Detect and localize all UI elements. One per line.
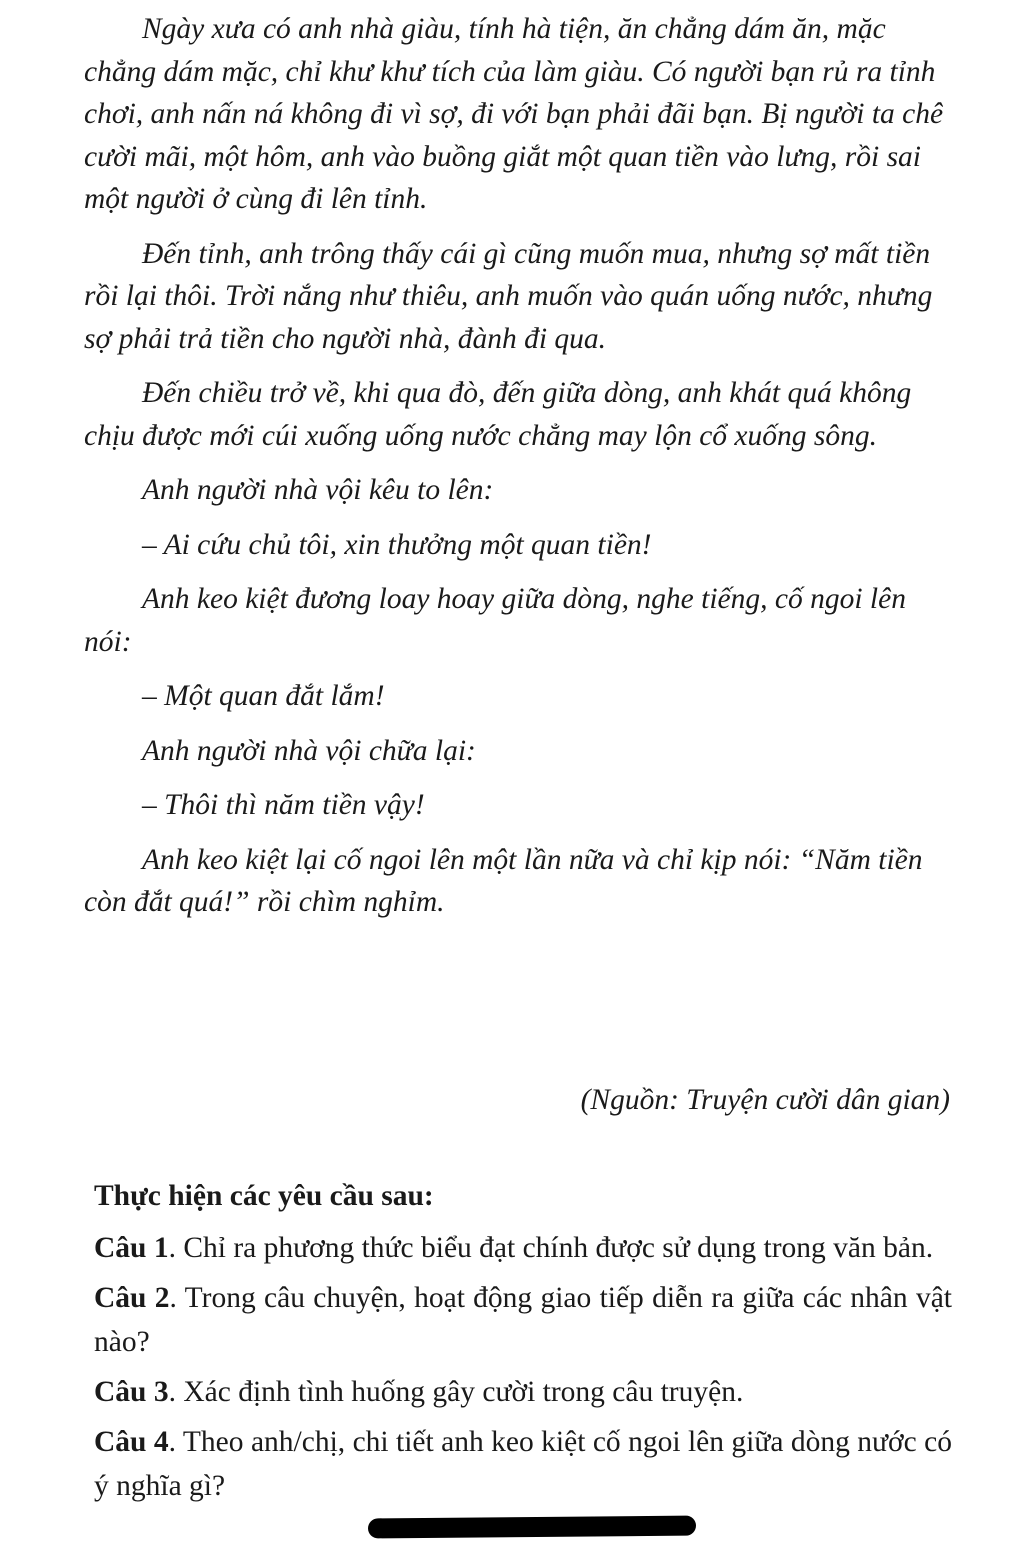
story-dialogue: – Thôi thì năm tiền vậy! bbox=[142, 789, 425, 821]
task-section bbox=[94, 1174, 952, 1514]
question-label: Câu 1 bbox=[94, 1232, 169, 1264]
story-text bbox=[84, 8, 944, 936]
story-paragraph: Anh keo kiệt đương loay hoay giữa dòng, nghe tiếng, cố ngoi lên nói: bbox=[84, 583, 906, 658]
question-label: Câu 2 bbox=[94, 1282, 170, 1314]
task-heading: Thực hiện các yêu cầu sau: bbox=[94, 1180, 434, 1212]
question-text: . Chỉ ra phương thức biểu đạt chính được sử dụng trong văn bản. bbox=[168, 1232, 934, 1264]
question-text: . Xác định tình huống gây cười trong câu truyện. bbox=[168, 1376, 744, 1408]
story-paragraph: Anh người nhà vội chữa lại: bbox=[142, 734, 476, 767]
story-paragraph: Đến chiều trở về, khi qua đò, đến giữa dòng, anh khát quá không chịu được mới cúi xuống uống nước chẳng may lộn cổ xuống sông. bbox=[84, 377, 912, 452]
question-label: Câu 3 bbox=[94, 1376, 169, 1408]
story-paragraph: Đến tỉnh, anh trông thấy cái gì cũng muốn mua, nhưng sợ mất tiền rồi lại thôi. Trời nắng như thiêu, anh muốn vào quán uống nước, nhưng sợ phải trả tiền cho người nhà, đành đi qua. bbox=[84, 237, 933, 355]
story-dialogue: – Một quan đắt lắm! bbox=[142, 680, 385, 712]
question-text: . Trong câu chuyện, hoạt động giao tiếp diễn ra giữa các nhân vật nào? bbox=[94, 1282, 952, 1358]
story-paragraph: Anh người nhà vội kêu to lên: bbox=[142, 474, 494, 506]
story-paragraph: Ngày xưa có anh nhà giàu, tính hà tiện, ăn chẳng dám ăn, mặc chẳng dám mặc, chỉ khư khư tích của làm giàu. Có người bạn rủ ra tỉnh chơi, anh nấn ná không đi vì sợ, đi với bạn phải đãi bạn. Bị người ta chê cười mãi, một hôm, anh vào buồng giắt một quan tiền vào lưng, rồi sai một người ở cùng đi lên tỉnh. bbox=[84, 13, 944, 215]
story-source: (Nguồn: Truyện cười dân gian) bbox=[580, 1084, 950, 1116]
question-text: . Theo anh/chị, chi tiết anh keo kiệt cố ngoi lên giữa dòng nước có ý nghĩa gì? bbox=[94, 1426, 952, 1502]
question-3 bbox=[94, 1370, 952, 1414]
redaction-mark bbox=[368, 1516, 696, 1539]
story-paragraph: Anh keo kiệt lại cố ngoi lên một lần nữa và chỉ kịp nói: “Năm tiền còn đắt quá!” rồi chìm nghỉm. bbox=[84, 843, 923, 918]
question-4 bbox=[94, 1420, 952, 1508]
story-dialogue: – Ai cứu chủ tôi, xin thưởng một quan tiền! bbox=[142, 528, 652, 561]
question-1 bbox=[94, 1226, 952, 1270]
question-label: Câu 4 bbox=[94, 1426, 169, 1458]
question-2 bbox=[94, 1276, 952, 1364]
